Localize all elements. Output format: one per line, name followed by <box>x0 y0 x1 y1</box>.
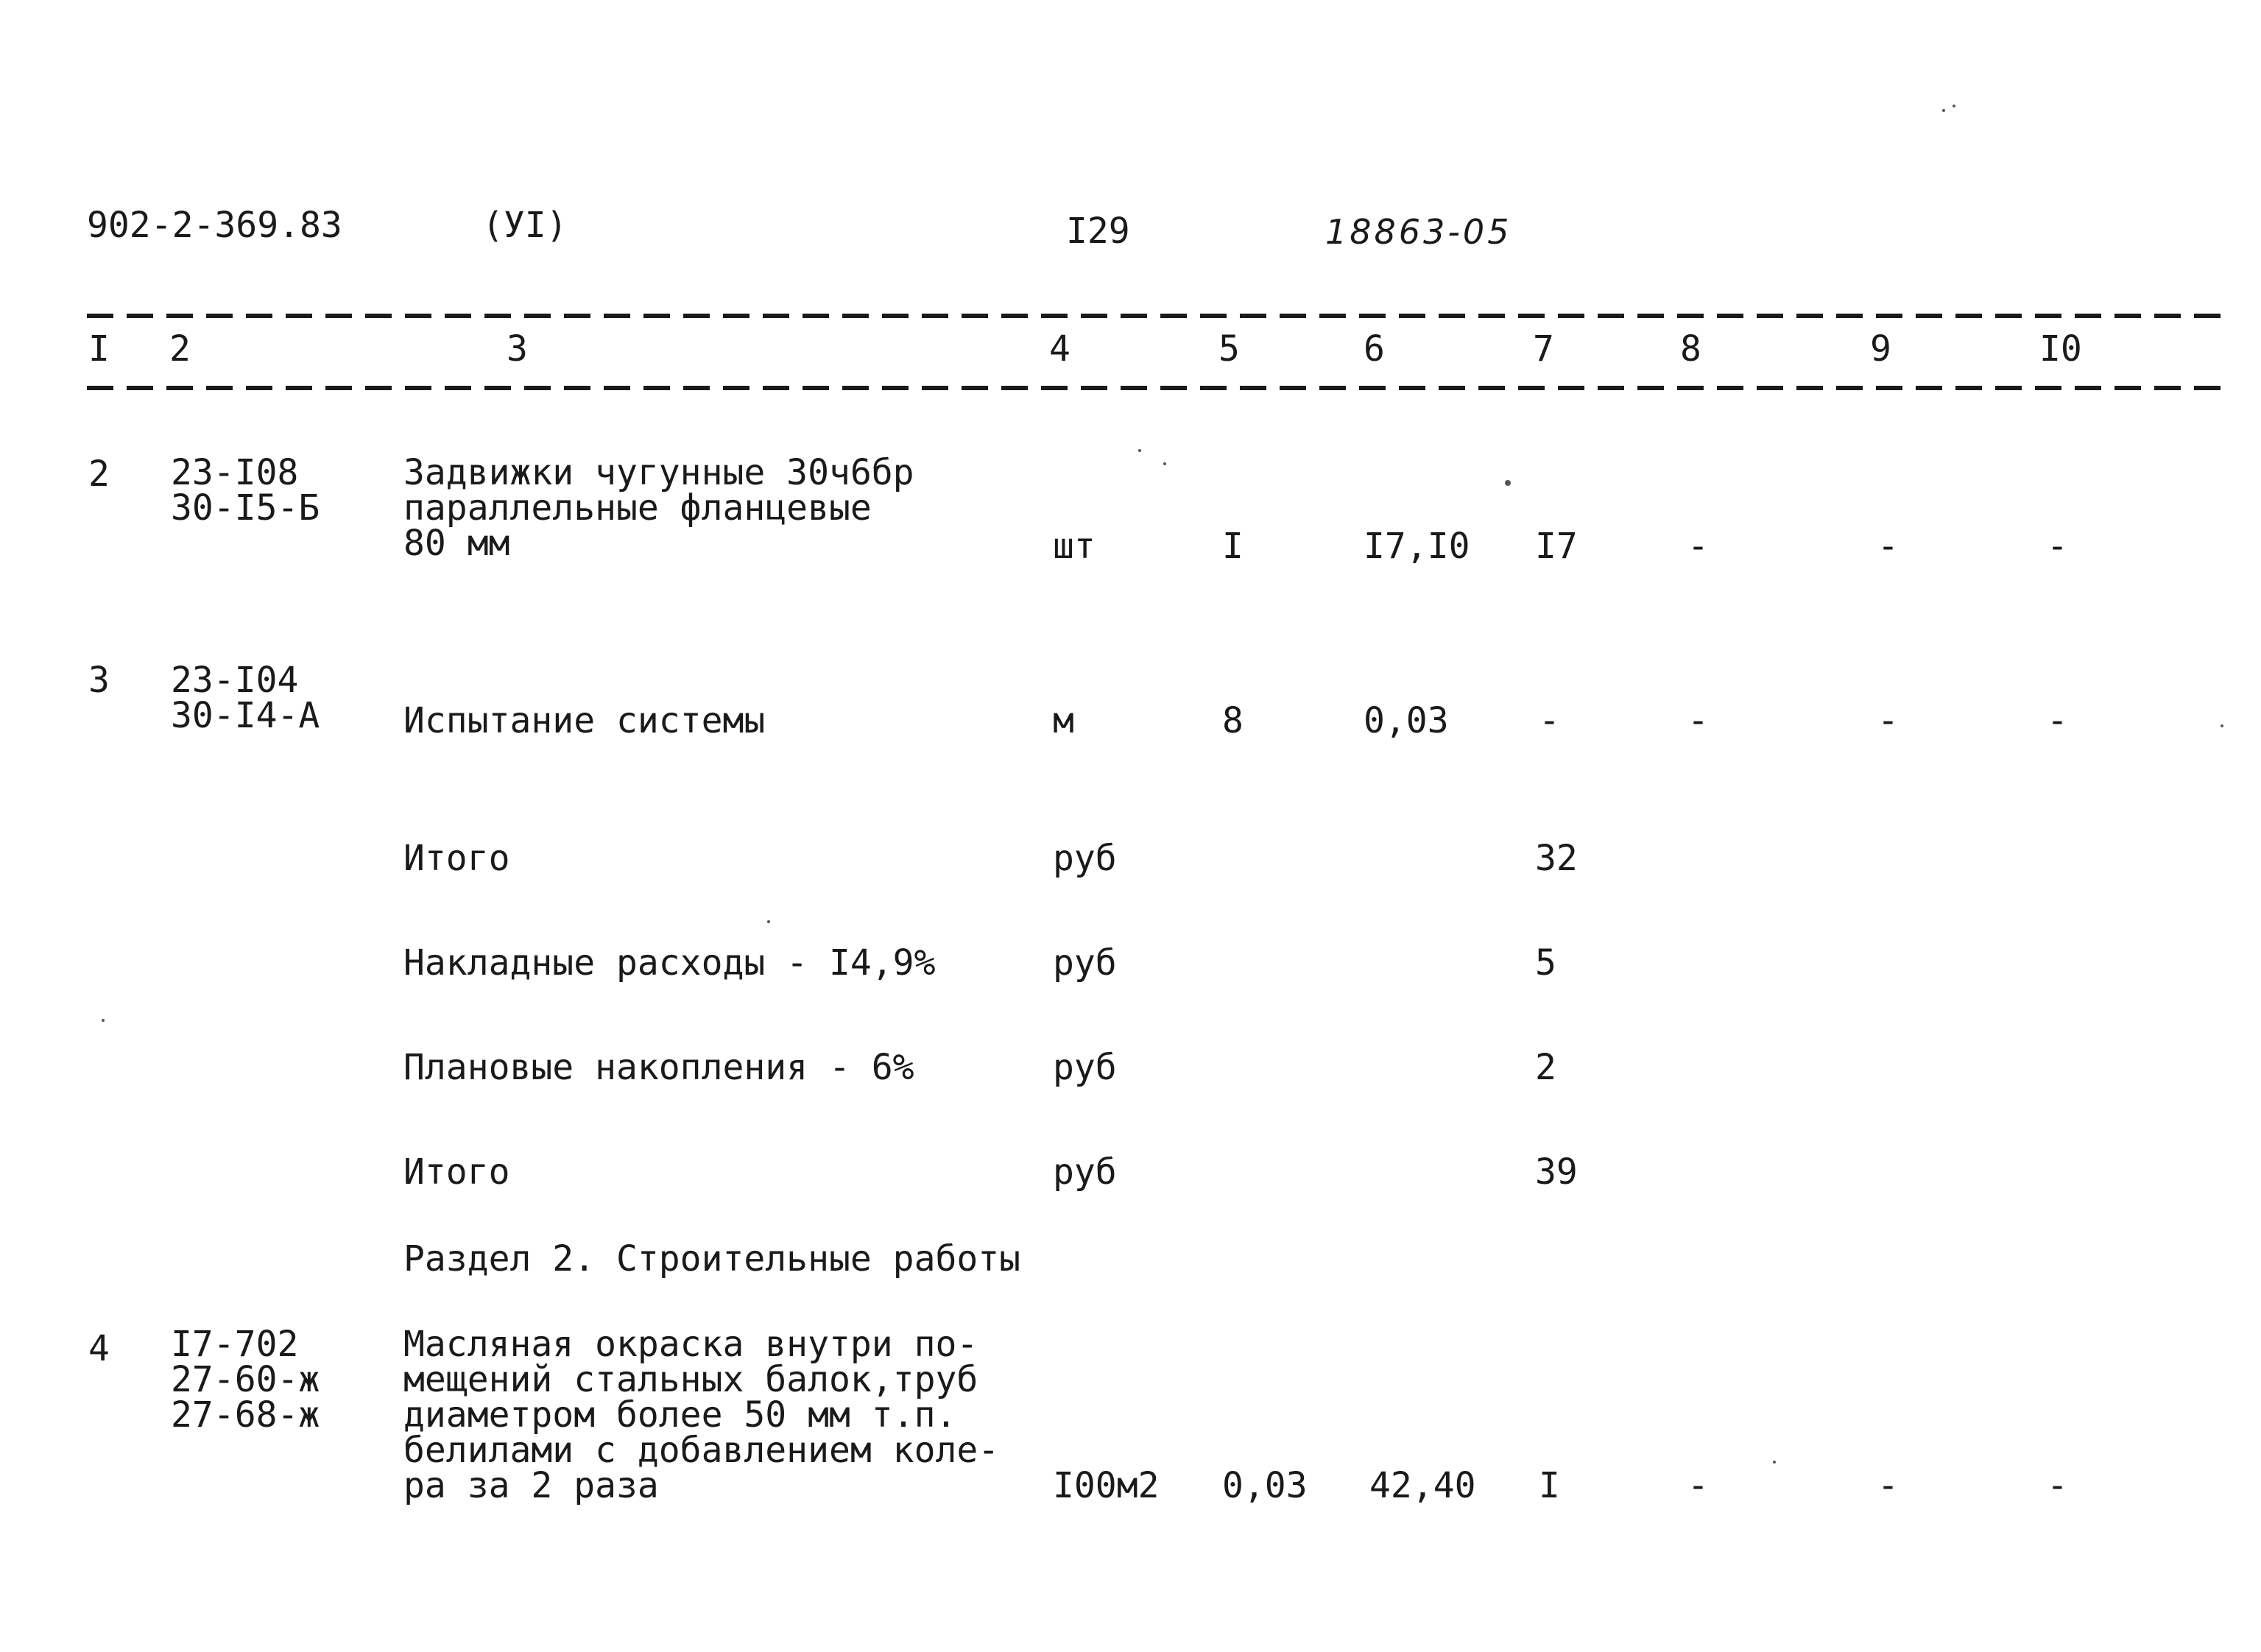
row-total: I7 <box>1535 526 1578 567</box>
page-number: I29 <box>1066 211 1130 252</box>
row-unit-price: 0,03 <box>1364 700 1449 741</box>
handwritten-inventory-number: 18863-05 <box>1325 212 1512 252</box>
row-col9: - <box>1877 526 1899 567</box>
row-quantity: 8 <box>1222 700 1244 741</box>
section-title: Раздел 2. Строительные работы <box>403 1238 1021 1279</box>
row-col10: - <box>2047 526 2068 567</box>
row-col10: - <box>2047 700 2068 741</box>
summary-value: 32 <box>1535 838 1578 879</box>
scan-speck <box>102 1019 105 1022</box>
summary-value: 39 <box>1535 1151 1578 1193</box>
row-unit: шт <box>1053 526 1096 567</box>
row-unit: м <box>1053 700 1074 741</box>
row-col9: - <box>1877 1465 1899 1506</box>
row-col8: - <box>1687 700 1709 741</box>
row-col10: - <box>2047 1465 2068 1506</box>
row-description: Задвижки чугунные 30ч6бр параллельные фланцевые 80 мм <box>403 452 914 564</box>
section-marker: (УI) <box>482 205 568 246</box>
column-number-7: 7 <box>1533 328 1554 370</box>
column-number-9: 9 <box>1870 328 1891 370</box>
row-unit: I00м2 <box>1053 1465 1160 1506</box>
scan-speck <box>1505 480 1511 486</box>
row-quantity: 0,03 <box>1222 1465 1308 1506</box>
row-col8: - <box>1687 1465 1709 1506</box>
document-code: 902-2-369.83 <box>87 205 342 246</box>
column-number-8: 8 <box>1680 328 1701 370</box>
row-description: Испытание системы <box>403 700 766 741</box>
column-number-1: I <box>88 328 110 370</box>
scan-speck <box>1942 109 1945 112</box>
column-number-10: I0 <box>2039 328 2082 370</box>
row-number: 4 <box>88 1328 110 1369</box>
row-col9: - <box>1877 700 1899 741</box>
row-unit-price: 42,40 <box>1369 1465 1476 1506</box>
summary-label: Накладные расходы - I4,9% <box>403 942 936 984</box>
scan-speck <box>1773 1461 1776 1464</box>
scan-speck <box>2221 724 2223 727</box>
scan-speck <box>1163 462 1166 465</box>
summary-label: Итого <box>403 1151 510 1193</box>
row-description: Масляная окраска внутри по- мещений стальных балок,труб диаметром более 50 мм т.п. белилами с добавлением коле- ра за 2 раза <box>403 1324 1000 1506</box>
row-unit-price: I7,I0 <box>1364 526 1470 567</box>
summary-unit: руб <box>1053 1047 1117 1088</box>
dashed-rule-top <box>87 314 2229 318</box>
row-codes: 23-I04 30-I4-A <box>171 660 320 736</box>
scan-speck <box>1138 449 1141 452</box>
row-codes: 23-I08 30-I5-Б <box>171 452 320 529</box>
summary-unit: руб <box>1053 942 1117 984</box>
row-number: 3 <box>88 660 110 701</box>
summary-unit: руб <box>1053 838 1117 879</box>
row-quantity: I <box>1222 526 1244 567</box>
column-number-5: 5 <box>1218 328 1240 370</box>
column-number-4: 4 <box>1049 328 1070 370</box>
row-total: - <box>1539 700 1560 741</box>
summary-label: Итого <box>403 838 510 879</box>
scan-speck <box>1953 105 1955 107</box>
row-total: I <box>1539 1465 1560 1506</box>
summary-value: 2 <box>1535 1047 1556 1088</box>
column-number-2: 2 <box>169 328 191 370</box>
column-number-6: 6 <box>1364 328 1385 370</box>
row-col8: - <box>1687 526 1709 567</box>
column-number-3: 3 <box>507 328 528 370</box>
summary-unit: руб <box>1053 1151 1117 1193</box>
summary-value: 5 <box>1535 942 1556 984</box>
row-number: 2 <box>88 453 110 495</box>
summary-label: Плановые накопления - 6% <box>403 1047 914 1088</box>
row-codes: I7-702 27-60-ж 27-68-ж <box>171 1324 320 1436</box>
scan-speck <box>767 920 770 923</box>
dashed-rule-bottom <box>87 386 2229 390</box>
